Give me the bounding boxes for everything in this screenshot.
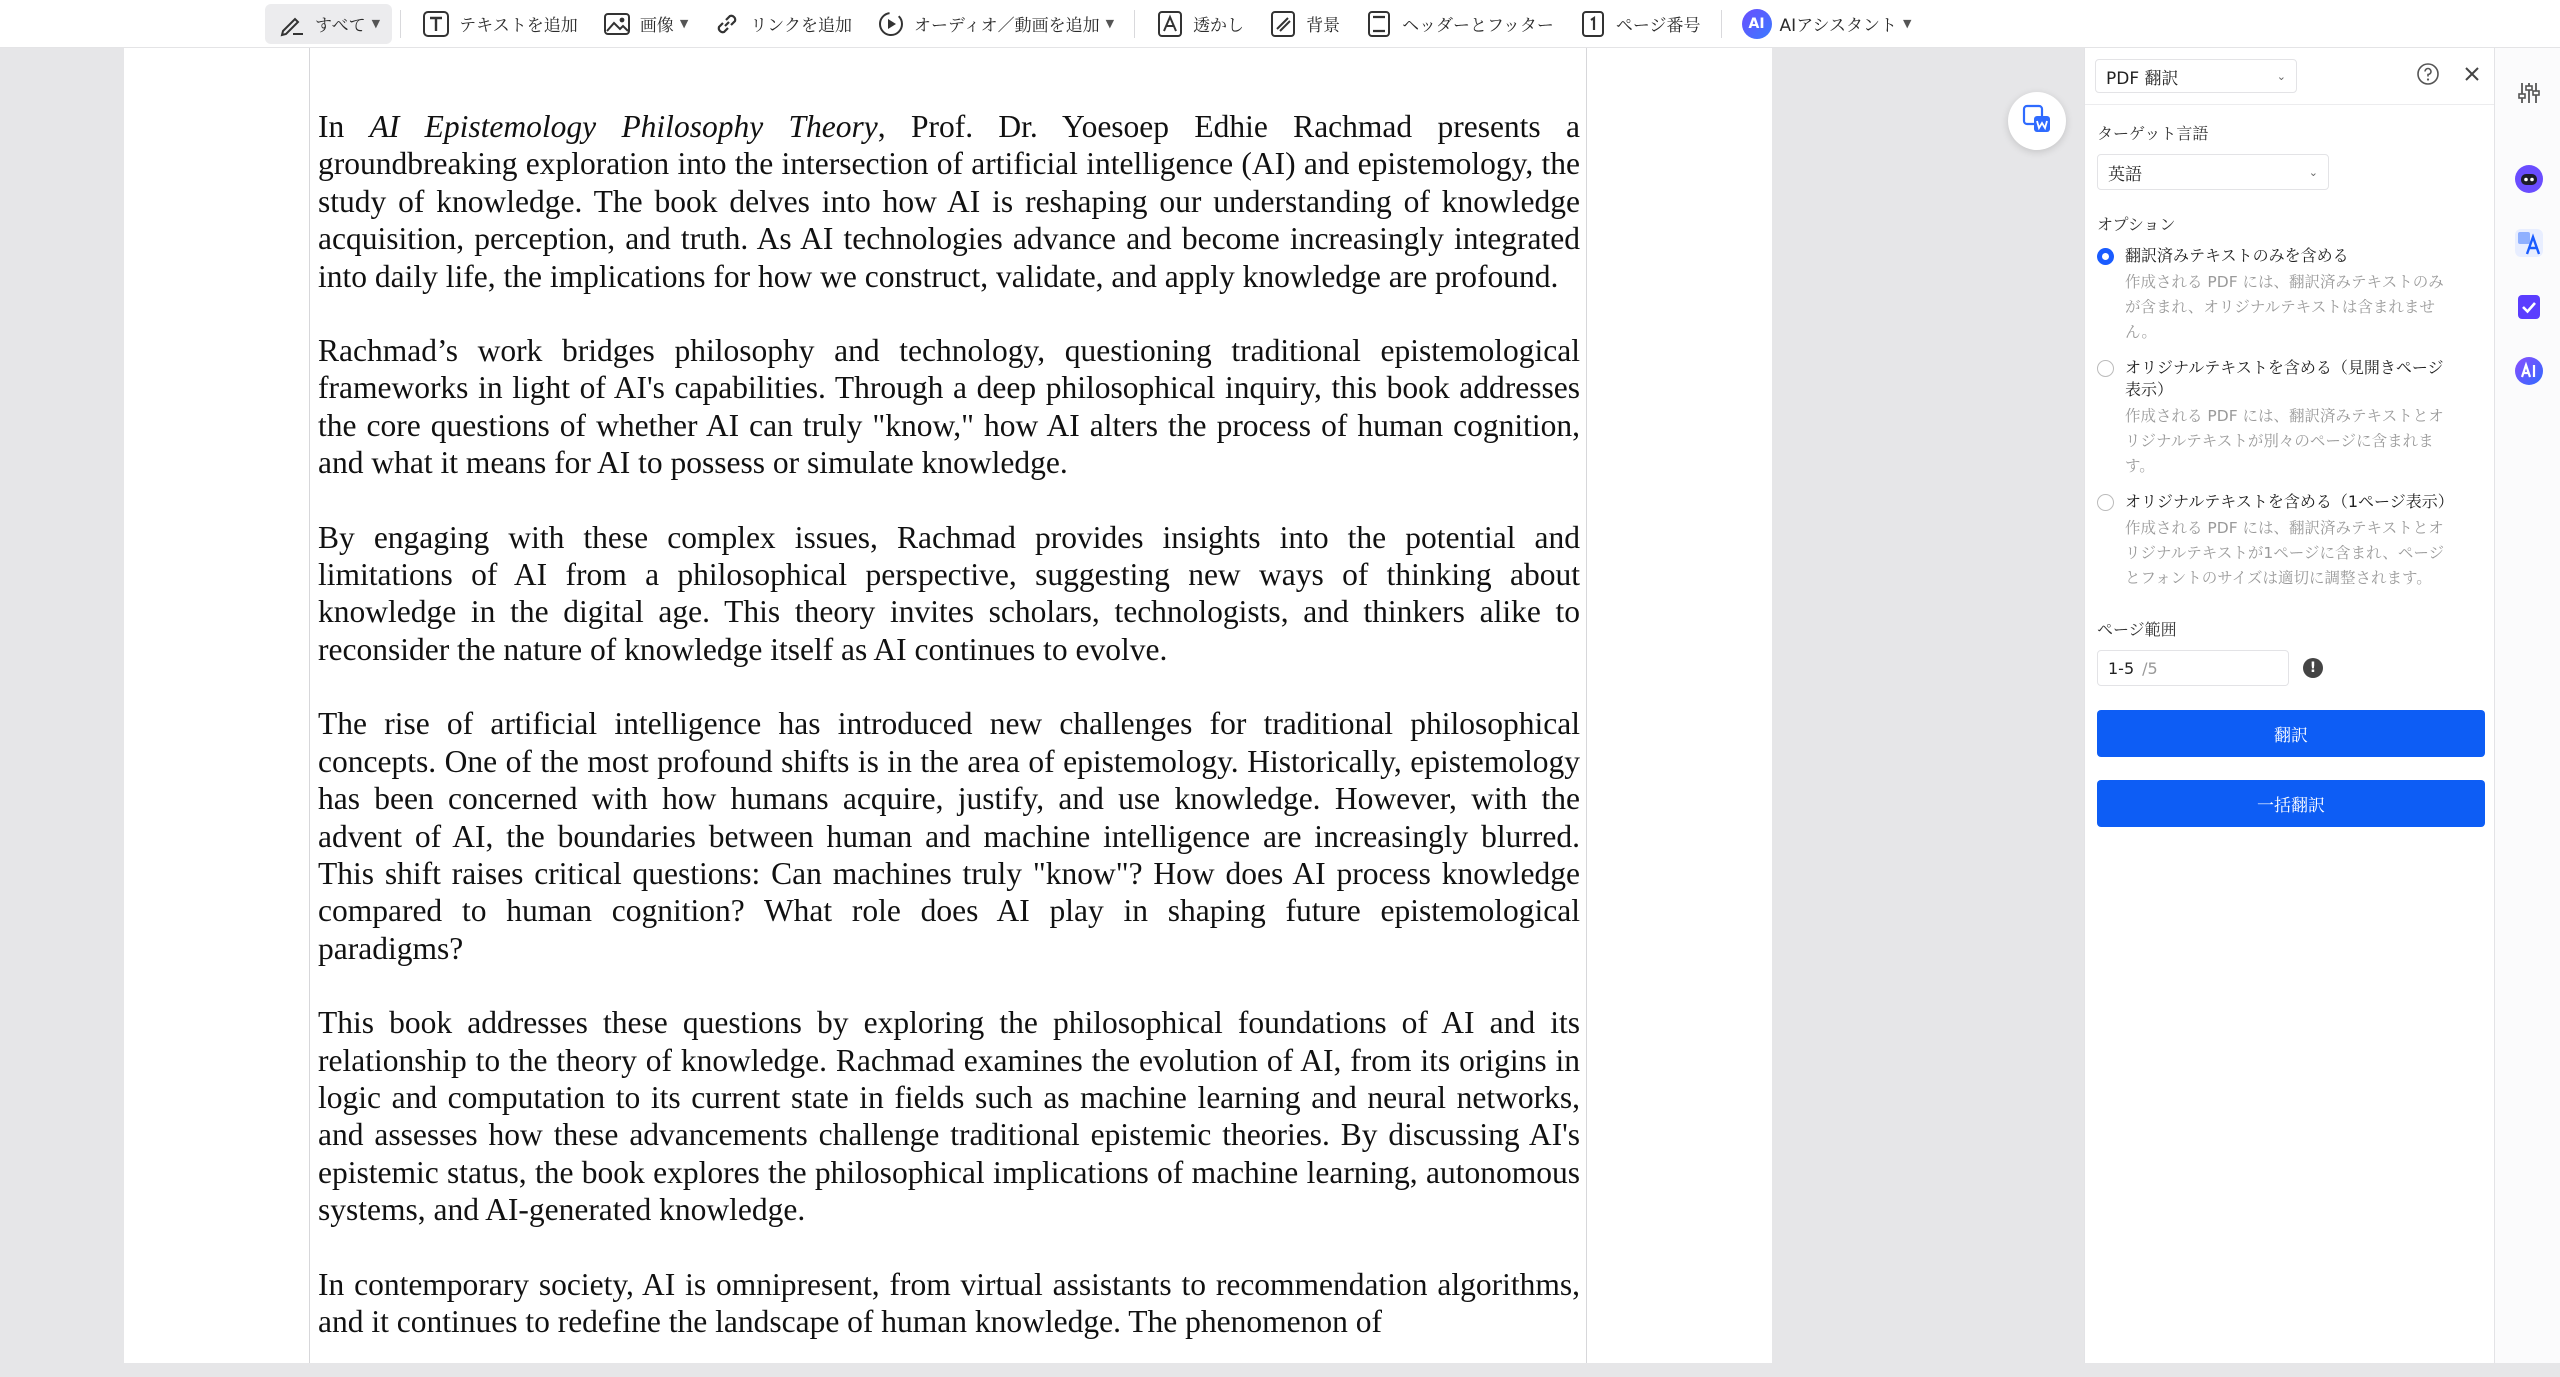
page-text-block — [318, 108, 1580, 1377]
page-number-button[interactable] — [1566, 4, 1713, 44]
page-range-input[interactable] — [2097, 650, 2289, 686]
paragraph: In contemporary society, AI is omnipresent, from virtual assistants to recommendation algorithms, and it continues to redefine the landscape of human knowledge. The phenomenon of — [318, 1266, 1580, 1339]
paragraph: Rachmad’s work bridges philosophy and technology, questioning traditional epistemological frameworks in light of AI's capabilities. Through a deep philosophical inquiry, this book addresses the core questions of whether AI can truly "know," how AI alters the process of human cognition, and what it means for AI to possess or simulate knowledge. — [318, 333, 1580, 481]
all-tools-label: すべて — [315, 16, 366, 36]
background-icon — [1268, 9, 1298, 39]
radio-button[interactable] — [2097, 248, 2114, 265]
options-label: オプション — [2097, 215, 2176, 234]
sliders-icon — [2516, 80, 2542, 110]
chevron-down-icon: ▼ — [371, 17, 381, 30]
ai-assistant-label: AIアシスタント — [1779, 16, 1897, 36]
add-link-button[interactable] — [700, 4, 864, 44]
header-footer-button[interactable] — [1352, 4, 1566, 44]
play-media-icon — [876, 9, 906, 39]
paragraph: By engaging with these complex issues, Rachmad provides insights into the potential and limitations of AI from a philosophical perspective, suggesting new ways of thinking about knowledge in the digital age. This theory invites scholars, technologists, and thinkers alike to reconsider the nature of knowledge itself as AI continues to evolve. — [318, 519, 1580, 667]
option-original-single-page[interactable] — [2097, 491, 2494, 591]
background-label: 背景 — [1306, 16, 1341, 36]
image-dropdown[interactable] — [590, 4, 700, 44]
translate-icon — [2513, 227, 2545, 263]
add-media-label: オーディオ／動画を追加 — [913, 16, 1100, 36]
batch-translate-button[interactable]: 一括翻訳 — [2097, 780, 2485, 827]
chevron-down-icon: ▼ — [1903, 17, 1912, 30]
image-label: 画像 — [639, 16, 674, 36]
option-description: 作成される PDF には、翻訳済みテキストとオリジナルテキストが1ページに含まれ、ページとフォントのサイズは適切に調整されます。 — [2125, 519, 2445, 587]
book-title: AI Epistemology Philosophy Theory — [369, 109, 878, 144]
option-original-spread[interactable] — [2097, 357, 2494, 479]
panel-header — [2085, 48, 2494, 105]
target-language-value: 英語 — [2108, 164, 2142, 185]
add-text-button[interactable] — [409, 4, 590, 44]
page-range-total: /5 — [2142, 658, 2158, 678]
page-range-row — [2097, 650, 2494, 686]
warning-info-icon[interactable]: ! — [2303, 658, 2323, 678]
page-range-label: ページ範囲 — [2097, 620, 2177, 639]
panel-header-icons — [2416, 62, 2482, 90]
pen-edit-icon — [277, 9, 307, 39]
chatbot-button[interactable] — [2512, 164, 2546, 198]
watermark-label: 透かし — [1193, 16, 1245, 36]
radio-button[interactable] — [2097, 360, 2114, 377]
translate-doc-icon — [2021, 103, 2053, 139]
settings-sliders-button[interactable] — [2512, 78, 2546, 112]
option-translated-only[interactable] — [2097, 245, 2494, 345]
text-box-icon — [421, 9, 451, 39]
toolbar-divider — [1721, 10, 1722, 38]
paragraph: In AI Epistemology Philosophy Theory, Prof. Dr. Yoesoep Edhie Rachmad presents a groundbreaking exploration into the intersection of artificial intelligence (AI) and epistemology, the study of knowledge. The book delves into how AI is reshaping our understanding of knowledge acquisition, perception, and truth. As AI technologies advance and become increasingly integrated into daily life, the implications for how we construct, validate, and apply knowledge are profound. — [318, 109, 1581, 294]
add-text-label: テキストを追加 — [459, 16, 578, 36]
add-media-dropdown[interactable] — [864, 4, 1126, 44]
chevron-down-icon: ▼ — [679, 17, 689, 30]
page-number-icon — [1578, 9, 1608, 39]
paragraph: This book addresses these questions by exploring the philosophical foundations of AI and its relationship to the theory of knowledge. Rachmad examines the evolution of AI, from its origins in logic and computation to its current state in fields such as machine learning and neural networks, and assesses how these advancements challenge traditional epistemic theories. By discussing AI's epistemic status, the book explores the philosophical implications of machine learning, autonomous systems, and AI-generated knowledge. — [318, 1005, 1580, 1228]
add-link-label: リンクを追加 — [750, 16, 852, 36]
chevron-down-icon: ▼ — [1105, 17, 1115, 30]
document-viewport[interactable] — [124, 48, 1772, 1363]
watermark-button[interactable] — [1143, 4, 1256, 44]
paragraph: The rise of artificial intelligence has introduced new challenges for traditional philosophical concepts. One of the most profound shifts is in the area of epistemology. Historically, epistemology has been concerned with how humans acquire, justify, and use knowledge. However, with the advent of AI, the boundaries between human and machine intelligence are increasingly blurred. This shift raises critical questions: Can machines truly "know"? How does AI process knowledge compared to human cognition? What role does AI play in shaping future epistemological paradigms? — [318, 706, 1580, 966]
page-number-label: ページ番号 — [1615, 16, 1701, 36]
chevron-down-icon: ⌄ — [2276, 69, 2286, 83]
option-description: 作成される PDF には、翻訳済みテキストとオリジナルテキストが別々のページに含まれます。 — [2125, 407, 2444, 475]
header-footer-icon — [1364, 9, 1394, 39]
target-language-label: ターゲット言語 — [2097, 124, 2209, 143]
target-language-select[interactable] — [2097, 154, 2329, 190]
close-icon[interactable] — [2462, 64, 2482, 88]
right-tool-rail — [2494, 48, 2560, 1363]
option-title: オリジナルテキストを含める（見開きページ表示） — [2125, 358, 2444, 399]
all-tools-dropdown[interactable] — [265, 4, 392, 44]
translate-tool-button[interactable] — [2512, 228, 2546, 262]
pdf-page[interactable] — [309, 48, 1587, 1363]
chevron-down-icon: ⌄ — [2308, 165, 2318, 179]
header-footer-label: ヘッダーとフッター — [1402, 16, 1554, 36]
pdf-translate-panel — [2084, 48, 2494, 1363]
ai-assistant-icon: AI — [1742, 9, 1772, 39]
floating-translate-button[interactable] — [2008, 92, 2066, 150]
mode-select[interactable] — [2095, 59, 2297, 93]
robot-icon — [2513, 163, 2545, 199]
translate-button[interactable]: 翻訳 — [2097, 710, 2485, 757]
image-icon — [602, 9, 632, 39]
toolbar-divider — [400, 10, 401, 38]
top-toolbar — [0, 0, 2560, 48]
page-range-value: 1-5 — [2108, 658, 2135, 678]
option-description: 作成される PDF には、翻訳済みテキストのみが含まれ、オリジナルテキストは含まれません。 — [2125, 273, 2444, 341]
help-icon[interactable] — [2416, 62, 2440, 90]
ai-sparkle-icon — [2513, 355, 2545, 391]
task-check-button[interactable] — [2512, 292, 2546, 326]
toolbar-divider — [1134, 10, 1135, 38]
checklist-icon — [2514, 292, 2544, 326]
link-icon — [712, 9, 742, 39]
mode-select-value: PDF 翻訳 — [2106, 68, 2179, 89]
radio-button[interactable] — [2097, 494, 2114, 511]
option-title: 翻訳済みテキストのみを含める — [2125, 246, 2349, 265]
ai-tool-button[interactable] — [2512, 356, 2546, 390]
ai-assistant-dropdown[interactable] — [1730, 4, 1924, 44]
option-title: オリジナルテキストを含める（1ページ表示） — [2125, 492, 2454, 511]
background-button[interactable] — [1256, 4, 1352, 44]
watermark-icon — [1155, 9, 1185, 39]
